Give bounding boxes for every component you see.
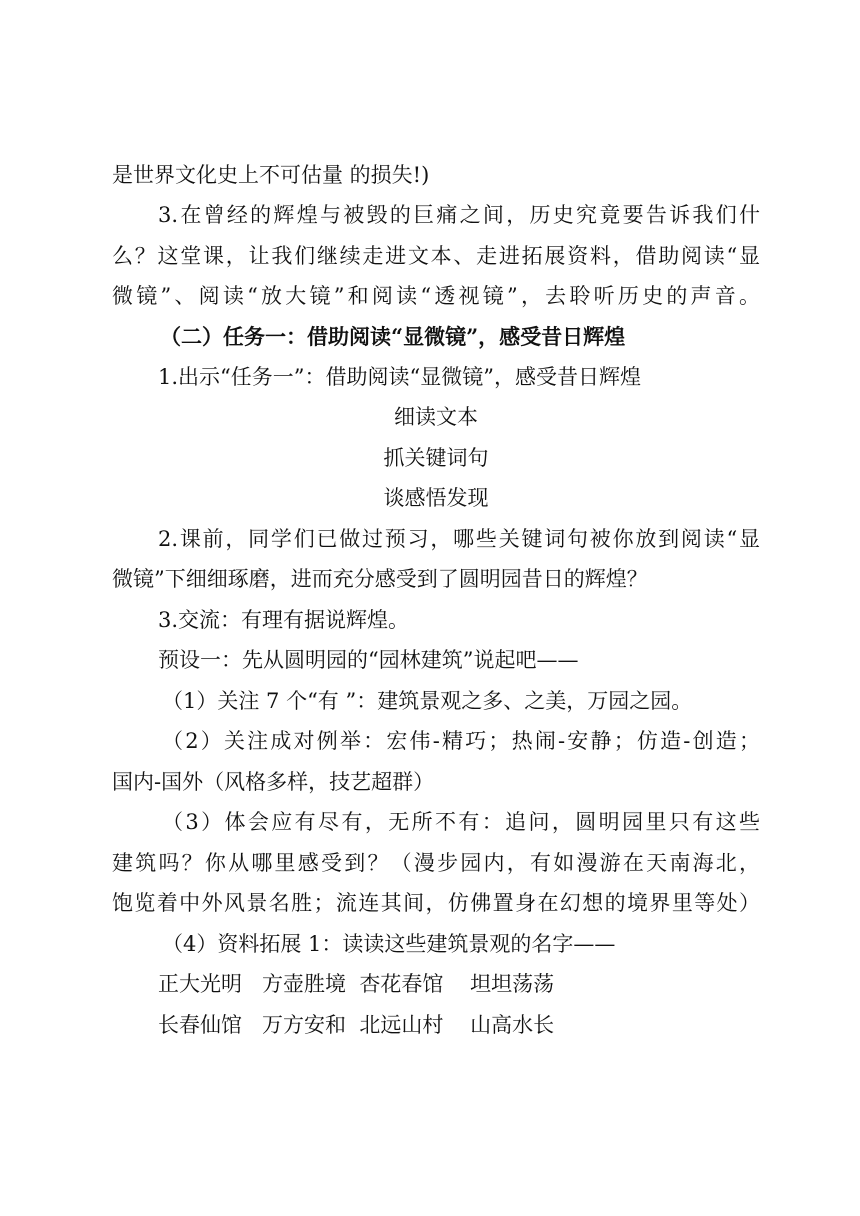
scenic-names-row: 长春仙馆 万方安和 北远山村 山高水长 [158, 1013, 555, 1037]
centered-step: 细读文本 [394, 405, 478, 429]
paragraph-line: 微镜”下细细琢磨，进而充分感受到了圆明园昔日的辉煌？ [112, 567, 648, 591]
centered-step: 抓关键词句 [383, 446, 489, 470]
paragraph-line: 3.交流：有理有据说辉煌。 [158, 608, 410, 632]
paragraph-line: （2）关注成对例举：宏伟-精巧；热闹-安静；仿造-创造； [162, 729, 760, 753]
scenic-names-row: 正大光明 方壶胜境 杏花春馆 坦坦荡荡 [158, 972, 555, 996]
paragraph-line: （1）关注 7 个“有 ”：建筑景观之多、之美，万园之园。 [162, 689, 693, 713]
paragraph-line: 微镜”、阅读“放大镜”和阅读“透视镜”，去聆听历史的声音。 [112, 284, 760, 308]
paragraph-line: 国内-国外（风格多样，技艺超群） [112, 770, 435, 794]
paragraph-line: 饱览着中外风景名胜；流连其间，仿佛置身在幻想的境界里等处） [112, 891, 760, 915]
paragraph-line: 3.在曾经的辉煌与被毁的巨痛之间，历史究竟要告诉我们什 [158, 203, 760, 227]
paragraph-line: 是世界文化史上不可估量 的损失!) [112, 163, 430, 187]
paragraph-line: （3）体会应有尽有，无所不有：追问，圆明园里只有这些 [162, 810, 760, 834]
paragraph-line: 预设一：先从圆明园的“园林建筑”说起吧—— [158, 648, 579, 672]
paragraph-line: 1.出示“任务一”：借助阅读“显微镜”，感受昔日辉煌 [158, 365, 641, 389]
paragraph-line: （4）资料拓展 1：读读这些建筑景观的名字—— [162, 932, 616, 956]
section-heading: （二）任务一：借助阅读“显微镜”，感受昔日辉煌 [160, 324, 626, 349]
paragraph-line: 2.课前，同学们已做过预习，哪些关键词句被你放到阅读“显 [158, 527, 760, 551]
paragraph-line: 建筑吗？你从哪里感受到？（漫步园内，有如漫游在天南海北， [112, 851, 760, 875]
centered-step: 谈感悟发现 [383, 486, 489, 510]
paragraph-line: 么？这堂课，让我们继续走进文本、走进拓展资料，借助阅读“显 [112, 244, 760, 268]
